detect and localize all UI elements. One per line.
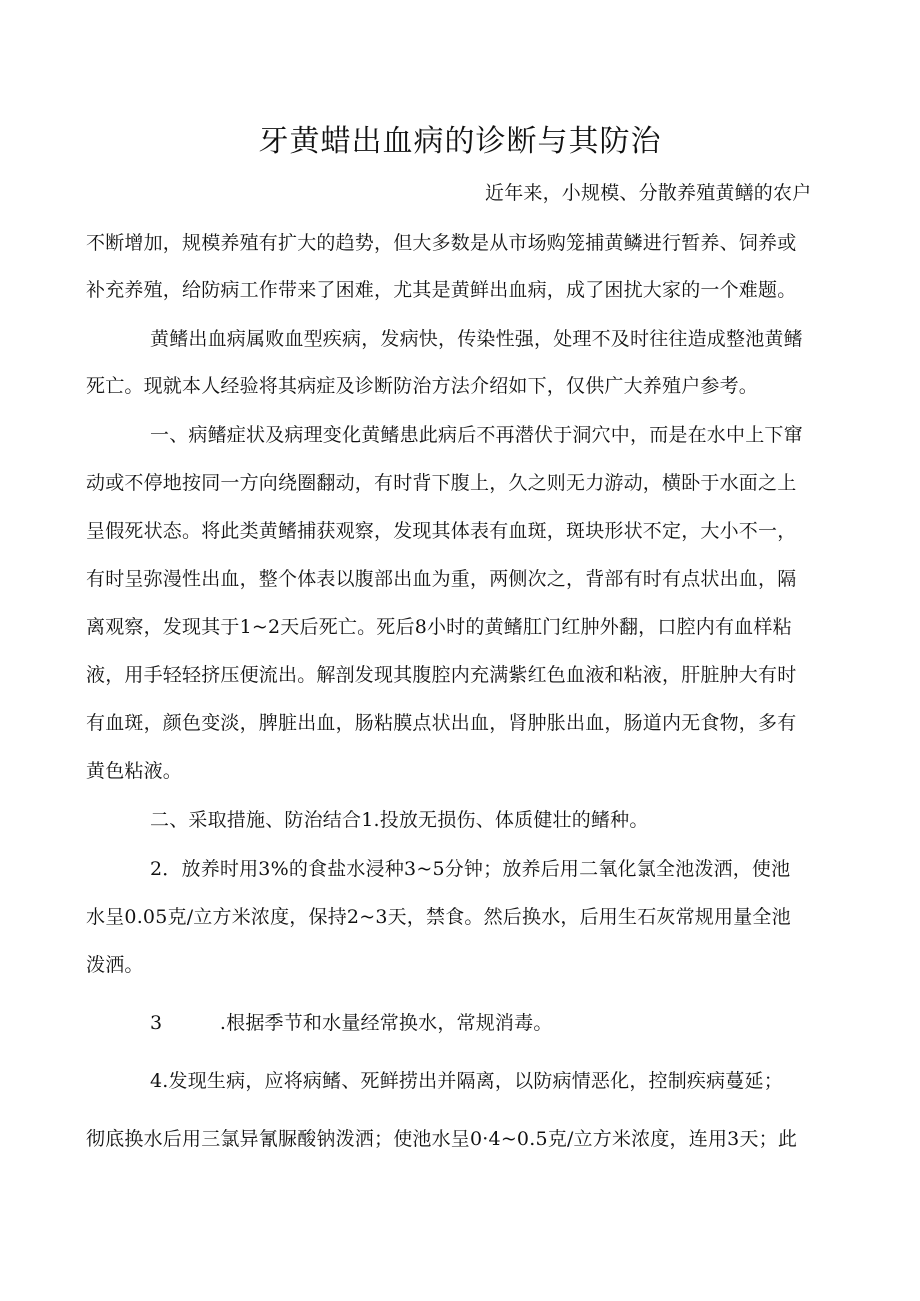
paragraph-line: 呈假死状态。将此类黄鳍捕获观察，发现其体表有血斑，斑块形状不定，大小不一， [86, 520, 797, 542]
paragraph-line: 补充养殖，给防病工作带来了困难，尤其是黄鲜出血病，成了困扰大家的一个难题。 [86, 279, 797, 301]
paragraph-line: 黄鳍出血病属败血型疾病，发病快，传染性强，处理不及时往往造成整池黄鳍 [150, 328, 803, 350]
paragraph-line: 有时呈弥漫性出血，整个体表以腹部出血为重，两侧次之，背部有时有点状出血，隔 [86, 568, 797, 590]
paragraph-line: 3 .根据季节和水量经常换水，常规消毒。 [150, 1012, 553, 1034]
paragraph-line: 彻底换水后用三氯异氰脲酸钠泼洒；使池水呈0·4~0.5克/立方米浓度，连用3天；此 [86, 1128, 798, 1150]
paragraph-line: 死亡。现就本人经验将其病症及诊断防治方法介绍如下，仅供广大养殖户参考。 [86, 375, 759, 397]
paragraph-line: 黄色粘液。 [86, 760, 183, 782]
paragraph-line: 液，用手轻轻挤压便流出。解剖发现其腹腔内充满紫红色血液和粘液，肝脏肿大有时 [86, 664, 797, 686]
document-title: 牙黄蜡出血病的诊断与其防治 [258, 124, 662, 159]
paragraph-line: 泼洒。 [86, 954, 144, 976]
paragraph-line: 离观察，发现其于1~2天后死亡。死后8小时的黄鳍肛门红肿外翻，口腔内有血样粘 [86, 616, 792, 638]
paragraph-line: 4.发现生病，应将病鳍、死鲜捞出并隔离，以防病情恶化，控制疾病蔓延； [150, 1070, 783, 1092]
paragraph-line: 一、病鳍症状及病理变化黄鳍患此病后不再潜伏于洞穴中，而是在水中上下窜 [150, 424, 803, 446]
paragraph-line: 水呈0.05克/立方米浓度，保持2~3天，禁食。然后换水，后用生石灰常规用量全池 [86, 906, 791, 928]
paragraph-line: 不断增加，规模养殖有扩大的趋势，但大多数是从市场购笼捕黄鳞进行暂养、饲养或 [86, 232, 797, 254]
paragraph-line: 2．放养时用3%的食盐水浸种3~5分钟；放养后用二氧化氯全池泼洒，使池 [150, 858, 791, 880]
paragraph-line: 近年来，小规模、分散养殖黄鳝的农户 [485, 182, 812, 204]
paragraph-line: 动或不停地按同一方向绕圈翻动，有时背下腹上，久之则无力游动，横卧于水面之上 [86, 472, 797, 494]
paragraph-line: 二、采取措施、防治结合1.投放无损伤、体质健壮的鳍种。 [150, 809, 649, 831]
paragraph-line: 有血斑，颜色变淡，脾脏出血，肠粘膜点状出血，肾肿胀出血，肠道内无食物，多有 [86, 712, 797, 734]
